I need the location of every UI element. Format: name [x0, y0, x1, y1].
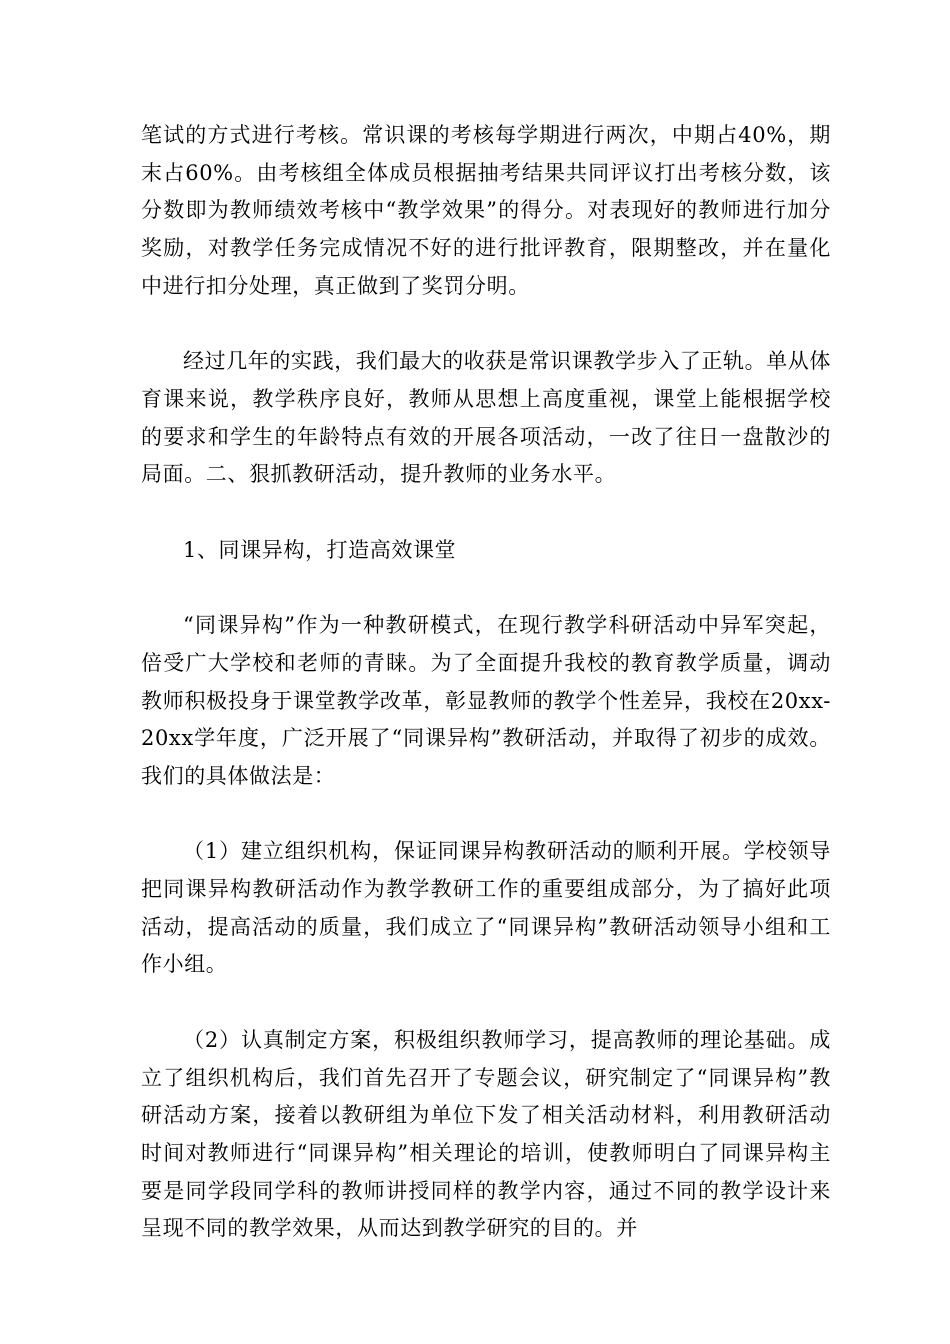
paragraph-5: （1）建立组织机构，保证同课异构教研活动的顺利开展。学校领导把同课异构教研活动作为教学教研工作的重要组成部分，为了搞好此项活动，提高活动的质量，我们成立了“同课异构”教研活动领导小组和工作小组。	[141, 839, 831, 977]
paragraph-4: “同课异构”作为一种教研模式，在现行教学科研活动中异军突起，倍受广大学校和老师的青睐。为了全面提升我校的教育教学质量，调动教师积极投身于课堂教学改革，彰显教师的教学个性差异，我校在20xx-20xx学年度，广泛开展了“同课异构”教研活动，并取得了初步的成效。我们的具体做法是：	[141, 613, 831, 788]
paragraph-1: 笔试的方式进行考核。常识课的考核每学期进行两次，中期占40%，期末占60%。由考核组全体成员根据抽考结果共同评议打出考核分数，该分数即为教师绩效考核中“教学效果”的得分。对表现好的教师进行加分奖励，对教学任务完成情况不好的进行批评教育，限期整改，并在量化中进行扣分处理，真正做到了奖罚分明。	[141, 123, 831, 298]
paragraph-2: 经过几年的实践，我们最大的收获是常识课教学步入了正轨。单从体育课来说，教学秩序良好，教师从思想上高度重视，课堂上能根据学校的要求和学生的年龄特点有效的开展各项活动，一改了往日一盘散沙的局面。二、狠抓教研活动，提升教师的业务水平。	[141, 349, 831, 487]
document-body	[141, 117, 831, 1286]
paragraph-6: （2）认真制定方案，积极组织教师学习，提高教师的理论基础。成立了组织机构后，我们首先召开了专题会议，研究制定了“同课异构”教研活动方案，接着以教研组为单位下发了相关活动材料，利用教研活动时间对教师进行“同课异构”相关理论的培训，使教师明白了同课异构主要是同学段同学科的教师讲授同样的教学内容，通过不同的教学设计来呈现不同的教学效果，从而达到教学研究的目的。并	[141, 1027, 831, 1241]
section-heading-same-lesson: 1、同课异构，打造高效课堂	[183, 537, 457, 562]
